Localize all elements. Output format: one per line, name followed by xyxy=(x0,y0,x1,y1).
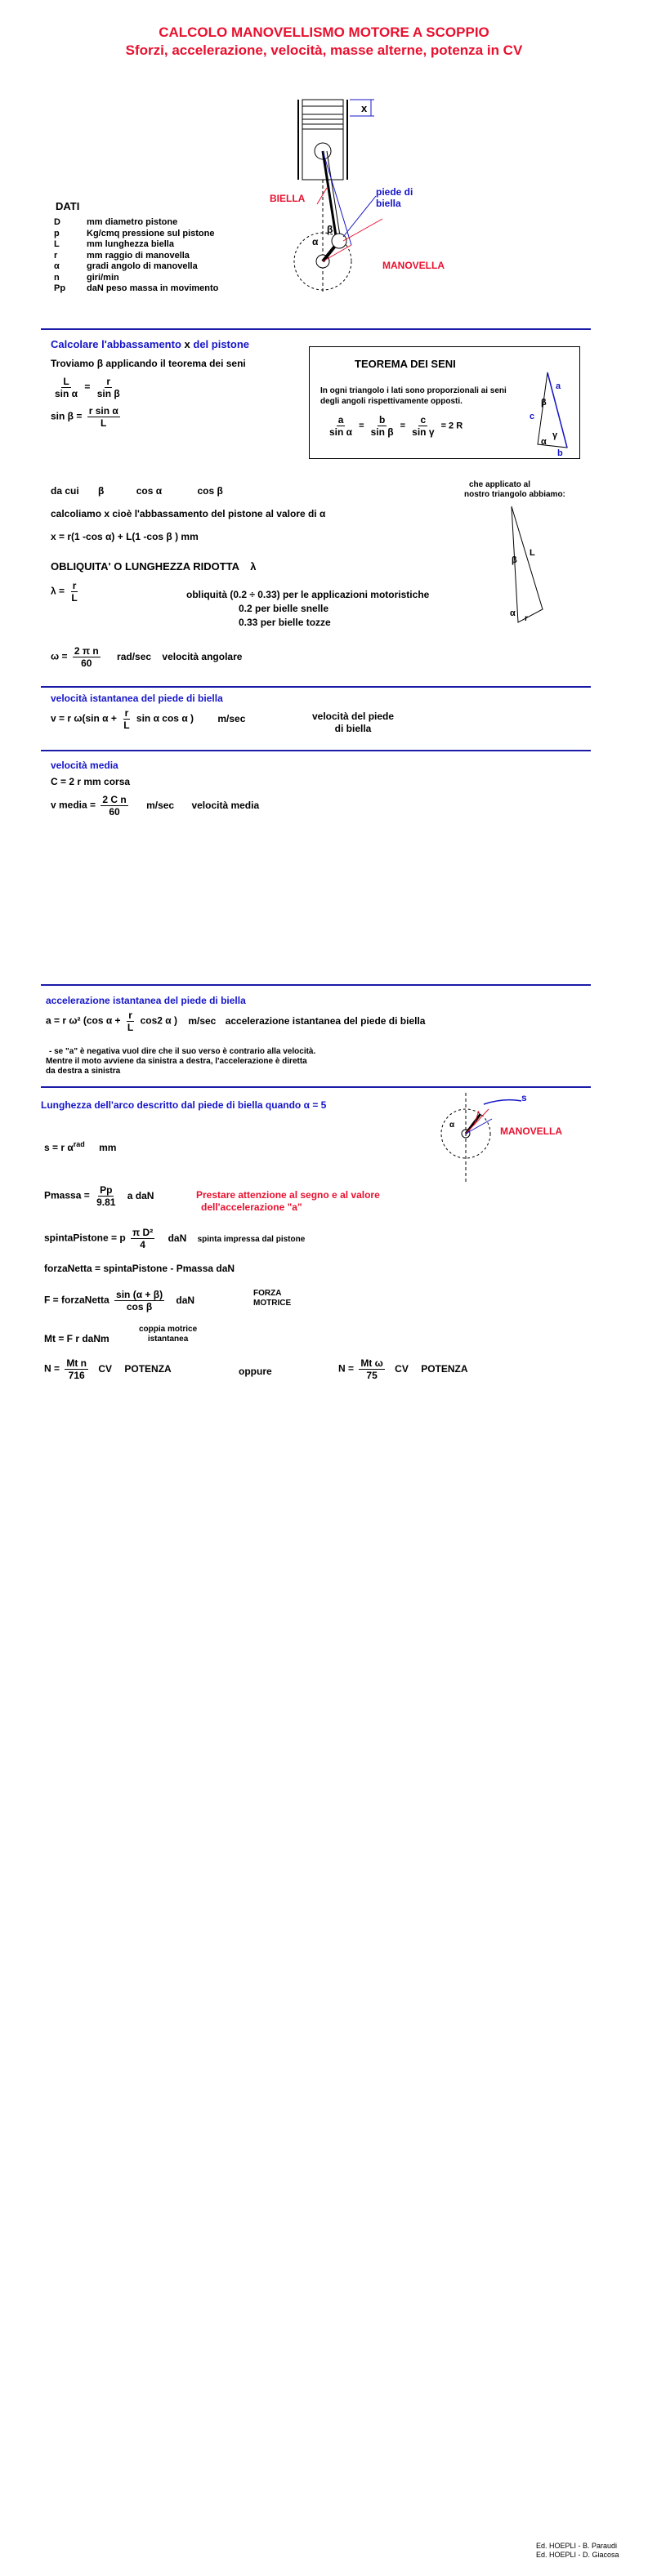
vel-ist-equation: v = r ω(sin α + $\frac{r}{L}$ sin α cos α ) m/sec xyxy=(51,707,246,731)
arco-heading: Lunghezza dell'arco descritto dal piede di biella quando α = 5 xyxy=(41,1099,327,1111)
momento-desc: coppia motrice istantanea xyxy=(139,1325,198,1344)
arc-s-label: s xyxy=(521,1093,527,1103)
potenza-equation-1: N = $\frac{\text{Mt n}}{716}$ CV POTENZA xyxy=(44,1357,172,1381)
spinta-equation: spintaPistone = p $\frac{\text{π D²}}{4}$ daN spinta impressa dal pistone xyxy=(44,1227,306,1250)
x-dimension-label: x xyxy=(361,102,368,114)
dati-row: D mm diametro pistone xyxy=(54,217,178,227)
teorema-text: In ogni triangolo i lati sono proporzionali ai seni degli angoli rispettivamente opposti. xyxy=(320,386,507,406)
side-c-label: c xyxy=(530,412,535,421)
momento-equation: Mt = F r daNm xyxy=(44,1333,109,1344)
radius-r-label: r xyxy=(525,614,528,623)
dati-list xyxy=(54,217,218,295)
biella-label: BIELLA xyxy=(270,193,306,204)
alpha-label: α xyxy=(510,608,516,618)
teorema-formula: $\frac{a}{\text{sin α}}$ = $\frac{b}{\text{sin β}}$ = $\frac{c}{\text{sin γ}}$ = 2 R xyxy=(329,414,463,438)
dati-row: α gradi angolo di manovella xyxy=(54,261,198,271)
sine-ratio-equation: $\frac{L}{\text{sin α}}$ = $\frac{r}{\text{sin β}}$ xyxy=(55,376,120,399)
lambda-equation: λ = $\frac{r}{L}$ xyxy=(51,580,78,604)
dati-row: n giri/min xyxy=(54,272,119,283)
pmassa-warning: Prestare attenzione al segno e al valore dell'accelerazione "a" xyxy=(196,1189,380,1213)
vel-media-heading: velocità media xyxy=(51,760,118,771)
sine-triangle-diagram xyxy=(530,366,579,456)
corsa-equation: C = 2 r mm corsa xyxy=(51,776,131,787)
dati-row: p Kg/cmq pressione sul pistone xyxy=(54,228,215,238)
x-formula: x = r(1 -cos α) + L(1 -cos β ) mm xyxy=(51,531,199,542)
vel-media-equation: v media = $\frac{\text{2 C n}}{60}$ m/sec velocità media xyxy=(51,794,260,818)
page-title: CALCOLO MANOVELLISMO MOTORE A SCOPPIO xyxy=(159,25,489,40)
teorema-title: TEOREMA DEI SENI xyxy=(355,358,456,370)
section-divider xyxy=(41,984,591,986)
dati-row: r mm raggio di manovella xyxy=(54,250,190,261)
accel-notes: - se "a" è negativa vuol dire che il suo verso è contrario alla velocità. Mentre il moto avviene da sinistra a destra, l'accelerazione è diretta da destra a sinistra xyxy=(46,1047,316,1076)
forza-motrice-equation: F = forzaNetta $\frac{\sin (\alpha + \beta)}{\text{cos β}}$ daN xyxy=(44,1289,195,1313)
gamma-label: γ xyxy=(552,430,558,440)
arco-diagram xyxy=(425,1093,588,1183)
troviamo-line: Troviamo β applicando il teorema dei seni xyxy=(51,358,246,369)
section-divider xyxy=(41,328,591,330)
alpha-angle-label: α xyxy=(312,236,319,247)
side-a-label: a xyxy=(556,381,561,391)
manovella-label: MANOVELLA xyxy=(382,260,445,271)
da-cui-line: da cui β cos α cos β xyxy=(51,485,223,497)
obliquita-heading: OBLIQUITA' O LUNGHEZZA RIDOTTA λ xyxy=(51,560,257,573)
piede-biella-label: piede di biella xyxy=(376,186,413,209)
page-subtitle: Sforzi, accelerazione, velocità, masse alterne, potenza in CV xyxy=(125,42,523,58)
alpha-label: α xyxy=(449,1121,455,1130)
oppure-label: oppure xyxy=(239,1366,272,1377)
applied-triangle-diagram xyxy=(494,501,559,632)
forza-motrice-desc: FORZA MOTRICE xyxy=(253,1289,292,1308)
beta-label: β xyxy=(541,398,547,408)
arco-equation: s = r $\alpha^{rad}$ mm xyxy=(44,1140,117,1153)
abbassamento-heading: Calcolare l'abbassamento x del pistone xyxy=(51,338,249,350)
side-b-label: b xyxy=(557,448,563,456)
pmassa-equation: Pmassa = $\frac{Pp}{9.81}$ a daN xyxy=(44,1184,154,1208)
piston-crown-shape xyxy=(302,100,343,106)
vel-ist-desc: velocità del piede di biella xyxy=(312,711,395,734)
calcoliamo-line: calcoliamo x cioè l'abbassamento del pistone al valore di α xyxy=(51,508,326,519)
forza-netta-equation: forzaNetta = spintaPistone - Pmassa daN xyxy=(44,1263,235,1274)
sin-beta-equation: sin β = $\frac{\text{r sin α}}{L}$ xyxy=(51,405,118,429)
potenza-equation-2: N = $\frac{\text{Mt ω}}{75}$ CV POTENZA xyxy=(338,1357,468,1381)
accel-heading: accelerazione istantanea del piede di biella xyxy=(46,995,246,1006)
applicato-text: che applicato al nostro triangolo abbiamo: xyxy=(464,480,565,499)
dati-row: Pp daN peso massa in movimento xyxy=(54,283,219,293)
section-divider xyxy=(41,750,591,751)
accel-equation: a = r ω² (cos α + $\frac{r}{L}$ cos2 α ) m/sec accelerazione istantanea del piede di biella xyxy=(46,1009,426,1033)
omega-equation: ω = $\frac{\text{2 π n}}{60}$ rad/sec velocità angolare xyxy=(51,645,243,669)
obliquita-desc: obliquità (0.2 ÷ 0.33) per le applicazioni motoristiche 0.2 per bielle snelle 0.33 per bielle tozze xyxy=(186,589,430,628)
length-L-label: L xyxy=(530,548,535,558)
beta-label: β xyxy=(512,555,517,565)
alpha-label: α xyxy=(541,437,547,447)
credits: Ed. HOEPLI - B. Paraudi Ed. HOEPLI - D. Giacosa xyxy=(536,2542,619,2559)
manovella-label: MANOVELLA xyxy=(500,1125,562,1137)
dati-row: L mm lunghezza biella xyxy=(54,239,174,249)
dati-heading: DATI xyxy=(56,200,80,212)
section-divider xyxy=(41,1086,591,1088)
section-divider xyxy=(41,686,591,688)
vel-ist-heading: velocità istantanea del piede di biella xyxy=(51,693,223,704)
beta-angle-label: β xyxy=(327,224,333,235)
